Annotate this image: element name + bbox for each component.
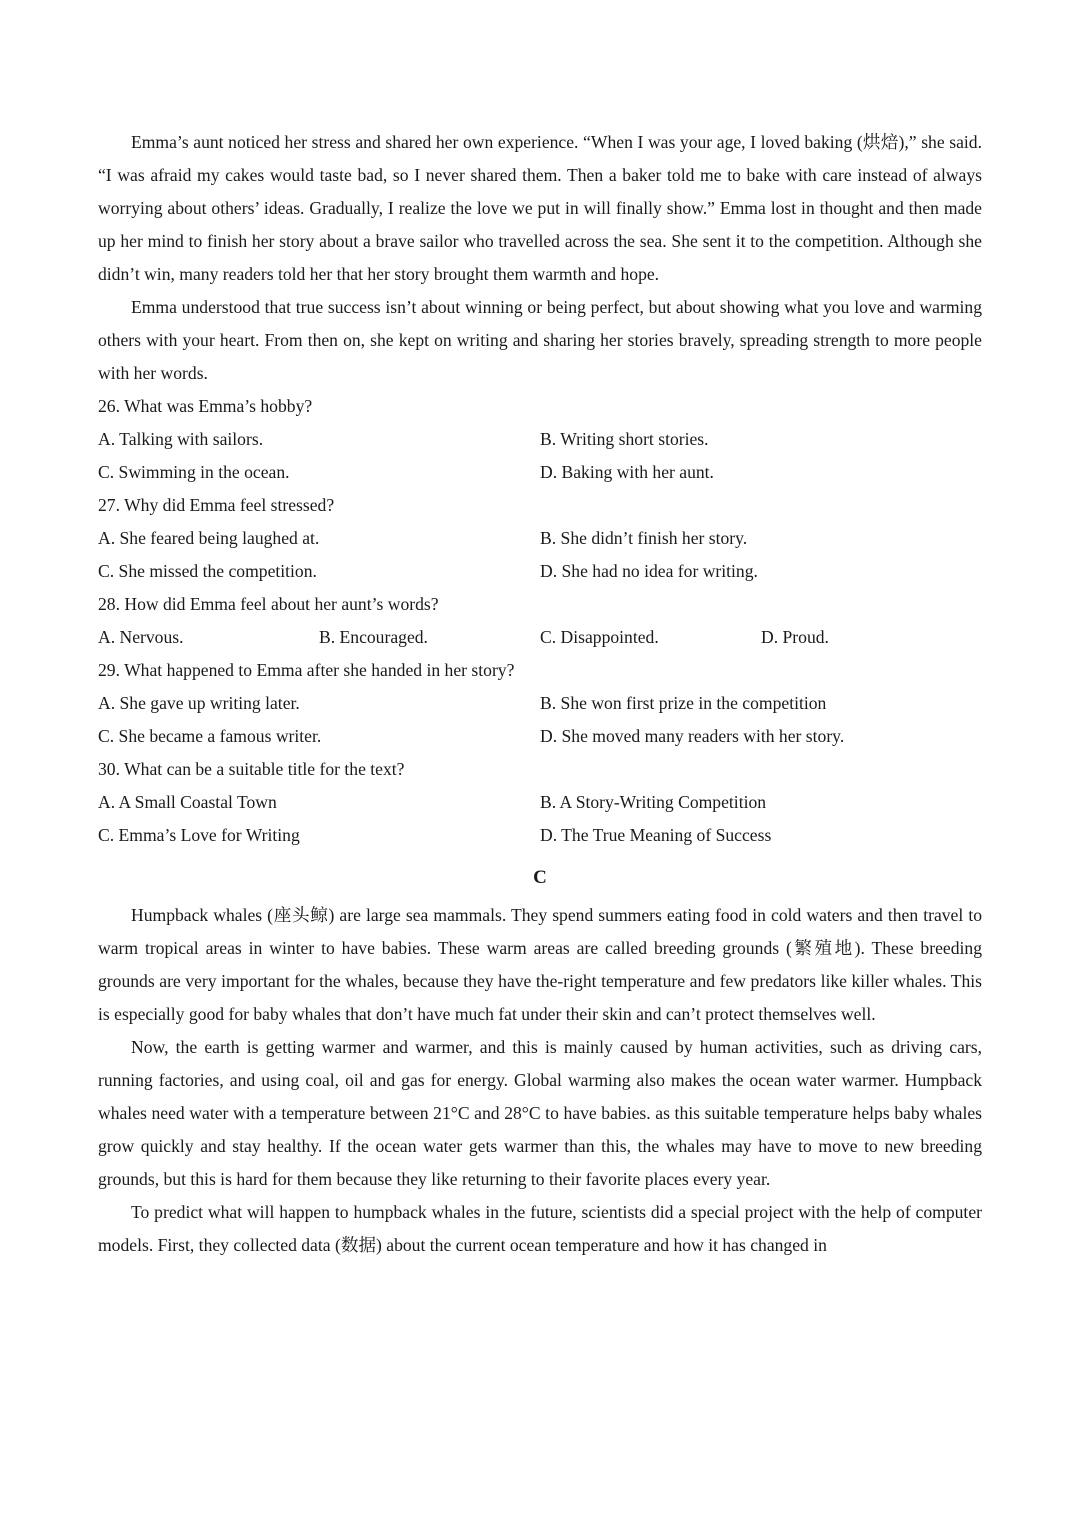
option-row: [98, 522, 982, 555]
passage-c-paragraph-2: Now, the earth is getting warmer and warmer, and this is mainly caused by human activities, such as driving cars, running factories, and using coal, oil and gas for energy. Global warming also makes the ocean water warmer. Humpback whales need water with a temperature between 21°C and 28°C to have babies. as this suitable temperature helps baby whales grow quickly and stay healthy. If the ocean water gets warmer than this, the whales may have to move to new breeding grounds, but this is hard for them because they like returning to their favorite places every year.: [98, 1037, 982, 1189]
option-row: [98, 687, 982, 720]
option-c: C. Emma’s Love for Writing: [98, 825, 300, 845]
passage-b-paragraph-1: Emma’s aunt noticed her stress and shared her own experience. “When I was your age, I loved baking (烘焙),” she said. “I was afraid my cakes would taste bad, so I never shared them. Then a baker told me to bake with care instead of always worrying about others’ ideas. Gradually, I realize the love we put in will finally show.” Emma lost in thought and then made up her mind to finish her story about a brave sailor who travelled across the sea. She sent it to the competition. Although she didn’t win, many readers told her that her story brought them warmth and hope.: [98, 132, 982, 284]
option-row: [98, 819, 982, 852]
question-27: [98, 489, 982, 588]
passage-b-paragraph-2: Emma understood that true success isn’t about winning or being perfect, but about showing what you love and warming others with your heart. From then on, she kept on writing and sharing her stories bravely, spreading strength to more people with her words.: [98, 297, 982, 383]
option-d: D. She moved many readers with her story.: [540, 726, 845, 746]
option-d: D. Baking with her aunt.: [540, 462, 714, 482]
option-b: B. Writing short stories.: [540, 429, 709, 449]
question-26: [98, 390, 982, 489]
question-29: [98, 654, 982, 753]
option-row: [98, 621, 982, 654]
question-stem: 30. What can be a suitable title for the text?: [98, 759, 405, 779]
passage-c-paragraph-1: Humpback whales (座头鲸) are large sea mammals. They spend summers eating food in cold waters and then travel to warm tropical areas in winter to have babies. These warm areas are called breeding grounds (繁殖地). These breeding grounds are very important for the whales, because they have the-right temperature and few predators like killer whales. This is especially good for baby whales that don’t have much fat under their skin and can’t protect themselves well.: [98, 905, 982, 1024]
option-a: A. A Small Coastal Town: [98, 792, 277, 812]
option-d: D. Proud.: [761, 627, 829, 647]
option-row: [98, 786, 982, 819]
passage-c-paragraph-3: To predict what will happen to humpback whales in the future, scientists did a special project with the help of computer models. First, they collected data (数据) about the current ocean temperature and how it has changed in: [98, 1202, 982, 1255]
option-b: B. She won first prize in the competition: [540, 693, 827, 713]
question-stem: 28. How did Emma feel about her aunt’s words?: [98, 594, 439, 614]
option-a: A. She gave up writing later.: [98, 693, 300, 713]
question-28: [98, 588, 982, 654]
option-row: [98, 456, 982, 489]
option-c: C. Swimming in the ocean.: [98, 462, 290, 482]
option-d: D. The True Meaning of Success: [540, 825, 772, 845]
option-row: [98, 423, 982, 456]
option-row: [98, 720, 982, 753]
question-stem: 26. What was Emma’s hobby?: [98, 396, 313, 416]
option-a: A. Talking with sailors.: [98, 429, 264, 449]
option-a: A. She feared being laughed at.: [98, 528, 320, 548]
option-row: [98, 555, 982, 588]
question-stem: 27. Why did Emma feel stressed?: [98, 495, 335, 515]
option-b: B. A Story-Writing Competition: [540, 792, 767, 812]
question-stem: 29. What happened to Emma after she handed in her story?: [98, 660, 515, 680]
option-c: C. She became a famous writer.: [98, 726, 322, 746]
option-c: C. She missed the competition.: [98, 561, 317, 581]
option-b: B. Encouraged.: [319, 627, 428, 647]
question-30: [98, 753, 982, 852]
option-b: B. She didn’t finish her story.: [540, 528, 748, 548]
section-c-title: C: [533, 867, 547, 888]
option-d: D. She had no idea for writing.: [540, 561, 758, 581]
option-c: C. Disappointed.: [540, 627, 659, 647]
exam-page: [98, 126, 982, 1262]
option-a: A. Nervous.: [98, 627, 184, 647]
